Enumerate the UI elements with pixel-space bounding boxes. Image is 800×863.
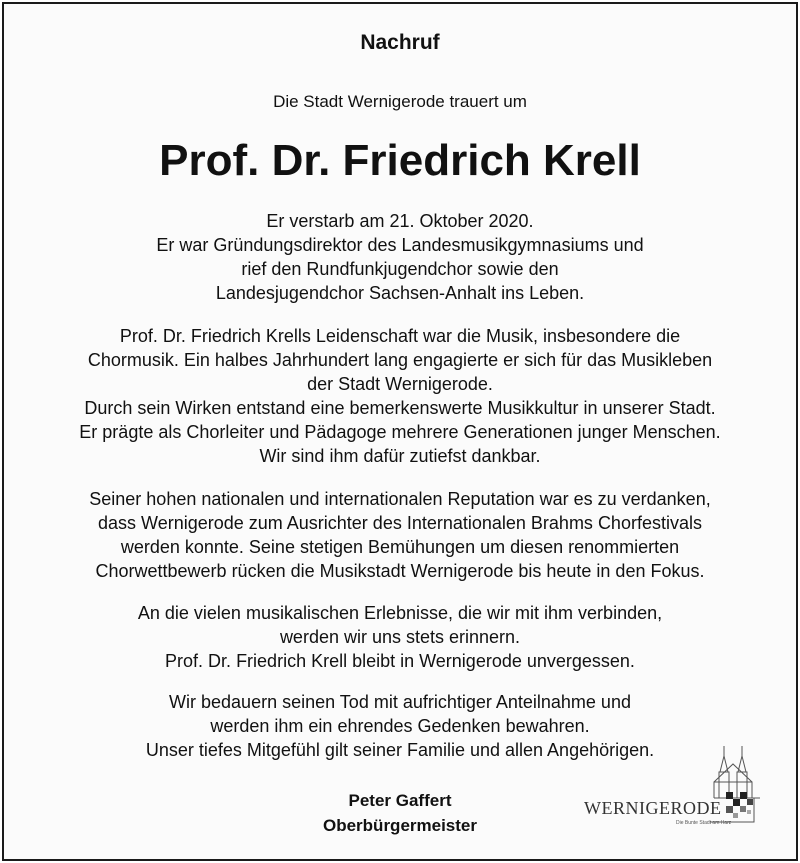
text-line: Prof. Dr. Friedrich Krells Leidenschaft war die Musik, insbesondere die — [119, 326, 681, 346]
text-line: Wir bedauern seinen Tod mit aufrichtiger Anteilnahme und — [169, 692, 631, 712]
text-line: rief den Rundfunkjugendchor sowie den — [241, 259, 559, 279]
text-line: der Stadt Wernigerode. — [307, 374, 493, 394]
logo-wordmark: WERNIGERODE — [584, 798, 722, 818]
text-line: Landesjugendchor Sachsen-Anhalt ins Leben. — [215, 283, 585, 303]
text-line: dass Wernigerode zum Ausrichter des Internationalen Brahms Chorfestivals — [98, 513, 702, 533]
paragraph-death-and-founding — [14, 209, 786, 305]
wernigerode-logo — [580, 742, 770, 834]
text-line: Chorwettbewerb rücken die Musikstadt Wernigerode bis heute in den Fokus. — [95, 561, 705, 581]
notice-heading: Nachruf — [360, 31, 440, 54]
text-line: werden ihm ein ehrendes Gedenken bewahren. — [210, 716, 590, 736]
paragraph-passion-music — [14, 324, 786, 468]
city-hall-towers-icon — [580, 742, 770, 834]
text-line: An die vielen musikalischen Erlebnisse, die wir mit ihm verbinden, — [137, 603, 663, 623]
paragraph-reputation — [14, 487, 786, 583]
text-line: Unser tiefes Mitgefühl gilt seiner Familie und allen Angehörigen. — [145, 740, 655, 760]
signatory-name: Peter Gaffert — [348, 791, 452, 810]
text-line: Wir sind ihm dafür zutiefst dankbar. — [259, 446, 541, 466]
text-line: werden wir uns stets erinnern. — [279, 627, 521, 647]
text-line: Er verstarb am 21. Oktober 2020. — [266, 211, 534, 231]
text-line: Chormusik. Ein halbes Jahrhundert lang engagierte er sich für das Musikleben — [87, 350, 713, 370]
text-line: Seiner hohen nationalen und internationalen Reputation war es zu verdanken, — [89, 489, 711, 509]
deceased-name: Prof. Dr. Friedrich Krell — [159, 136, 641, 185]
text-line: Durch sein Wirken entstand eine bemerkenswerte Musikkultur in unserer Stadt. — [84, 398, 716, 418]
text-line: Er prägte als Chorleiter und Pädagoge mehrere Generationen junger Menschen. — [79, 422, 721, 442]
obituary-notice — [2, 2, 798, 861]
notice-intro: Die Stadt Wernigerode trauert um — [273, 92, 527, 111]
text-line: Er war Gründungsdirektor des Landesmusikgymnasiums und — [156, 235, 644, 255]
paragraph-memories — [14, 601, 786, 673]
logo-tagline: Die Bunte Stadt am Harz — [676, 820, 732, 826]
text-line: Prof. Dr. Friedrich Krell bleibt in Wernigerode unvergessen. — [165, 651, 635, 671]
text-line: werden konnte. Seine stetigen Bemühungen um diesen renommierten — [120, 537, 680, 557]
signatory-title: Oberbürgermeister — [323, 816, 477, 835]
